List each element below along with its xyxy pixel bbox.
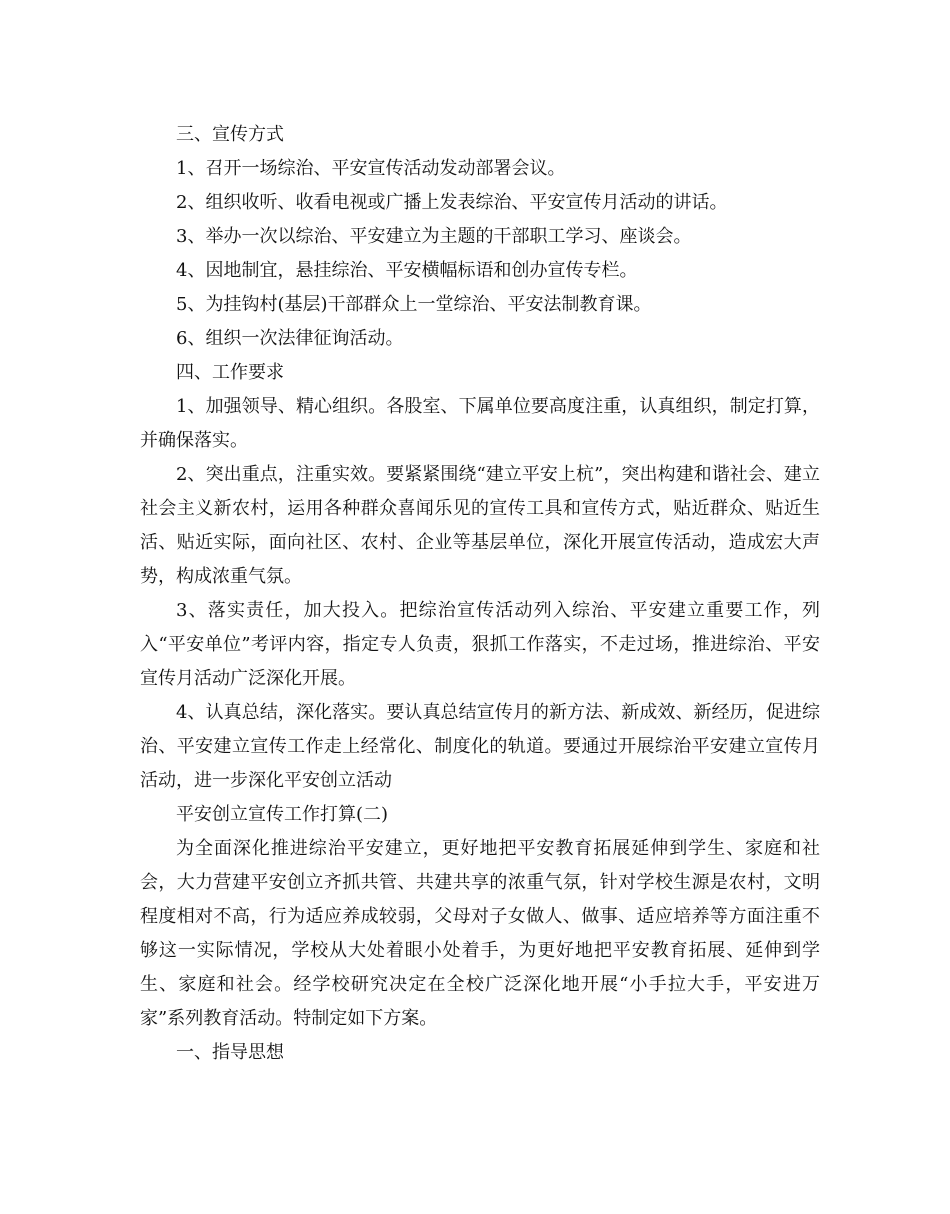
body-paragraph: 4、认真总结，深化落实。要认真总结宣传月的新方法、新成效、新经历，促进综治、平安建立宣传工作走上经常化、制度化的轨道。要通过开展综治平安建立宣传月活动，进一步深化平安创立活动: [140, 702, 820, 791]
section-title-plan-two: 平安创立宣传工作打算(二): [176, 804, 389, 825]
list-item: 1、召开一场综治、平安宣传活动发动部署会议。: [176, 158, 566, 179]
list-item: 4、因地制宜，悬挂综治、平安横幅标语和创办宣传专栏。: [176, 260, 638, 281]
body-paragraph: 1、加强领导、精心组织。各股室、下属单位要高度注重，认真组织，制定打算，并确保落实。: [140, 396, 820, 451]
list-item: 3、举办一次以综治、平安建立为主题的干部职工学习、座谈会。: [176, 226, 692, 247]
document-body: [140, 118, 820, 1070]
list-item: 6、组织一次法律征询活动。: [176, 328, 404, 349]
body-paragraph: 为全面深化推进综治平安建立，更好地把平安教育拓展延伸到学生、家庭和社会，大力营建平安创立齐抓共管、共建共享的浓重气氛，针对学校生源是农村，文明程度相对不高，行为适应养成较弱，父母对子女做人、做事、适应培养等方面注重不够这一实际情况，学校从大处着眼小处着手，为更好地把平安教育拓展、延伸到学生、家庭和社会。经学校研究决定在全校广泛深化地开展“小手拉大手，平安进万家”系列教育活动。特制定如下方案。: [140, 838, 820, 1029]
body-paragraph: 3、落实责任，加大投入。把综治宣传活动列入综治、平安建立重要工作，列入“平安单位”考评内容，指定专人负责，狠抓工作落实，不走过场，推进综治、平安宣传月活动广泛深化开展。: [140, 600, 820, 689]
heading-publicity-methods: 三、宣传方式: [176, 124, 284, 145]
heading-guiding-ideology: 一、指导思想: [176, 1042, 284, 1063]
body-paragraph: 2、突出重点，注重实效。要紧紧围绕“建立平安上杭”，突出构建和谐社会、建立社会主义新农村，运用各种群众喜闻乐见的宣传工具和宣传方式，贴近群众、贴近生活、贴近实际，面向社区、农村、企业等基层单位，深化开展宣传活动，造成宏大声势，构成浓重气氛。: [140, 464, 820, 587]
heading-work-requirements: 四、工作要求: [176, 362, 284, 383]
list-item: 5、为挂钩村(基层)干部群众上一堂综治、平安法制教育课。: [176, 294, 652, 315]
list-item: 2、组织收听、收看电视或广播上发表综治、平安宣传月活动的讲话。: [176, 192, 728, 213]
